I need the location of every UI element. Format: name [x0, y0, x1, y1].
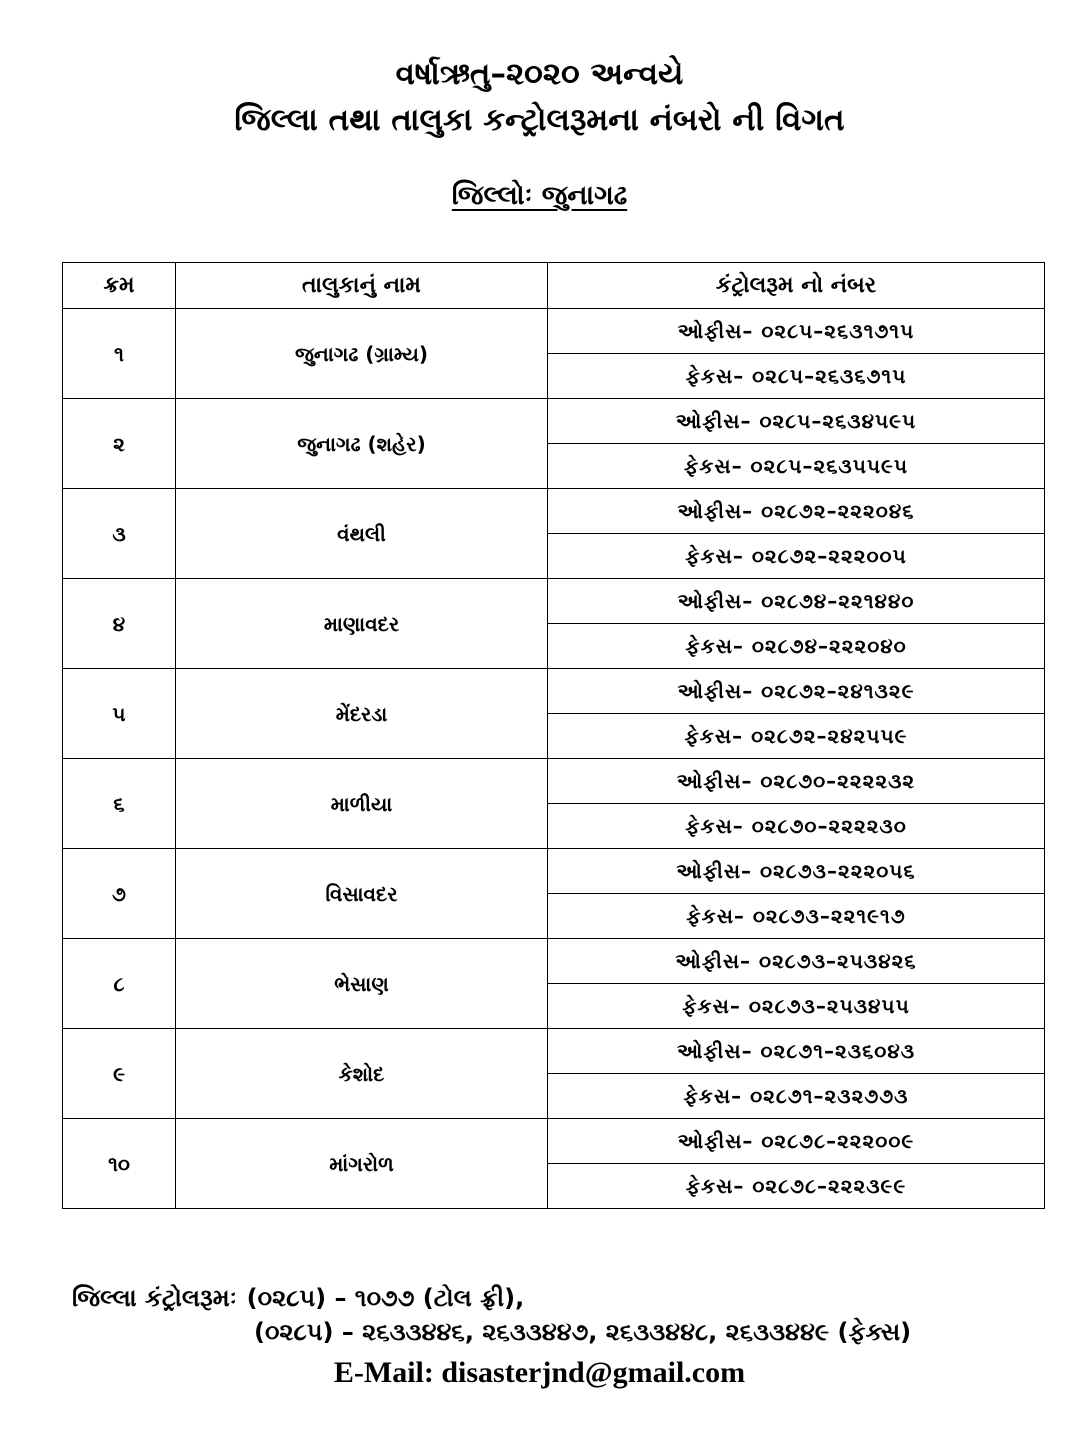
- taluka-name-cell: માણાવદર: [176, 579, 548, 669]
- serial-number-cell: ૩: [63, 489, 176, 579]
- table-header-row: [63, 263, 1045, 309]
- taluka-name-cell: જુનાગઢ (ગ્રામ્ય): [176, 309, 548, 399]
- office-number-cell: ઓફીસ– ૦૨૮૭૩–૨૫૩૪૨૬: [548, 939, 1045, 984]
- office-number-cell: ઓફીસ– ૦૨૮૫–૨૬૩૪૫૯૫: [548, 399, 1045, 444]
- table-row: [63, 759, 1045, 804]
- district-heading: [0, 180, 1079, 212]
- taluka-name-cell: ભેસાણ: [176, 939, 548, 1029]
- table-row: [63, 669, 1045, 714]
- fax-number-cell: ફેકસ– ૦૨૮૫–૨૬૩૬૭૧૫: [548, 354, 1045, 399]
- table-body: [63, 309, 1045, 1209]
- column-header-taluka: તાલુકાનું નામ: [176, 263, 548, 309]
- footer-label: જિલ્લા કંટ્રોલરૂમઃ: [72, 1284, 237, 1312]
- office-number-cell: ઓફીસ– ૦૨૮૭૨–૨૪૧૩૨૯: [548, 669, 1045, 714]
- taluka-name-cell: જુનાગઢ (શહેર): [176, 399, 548, 489]
- taluka-name-cell: મેંદરડા: [176, 669, 548, 759]
- title-line-1: વર્ષાઋતુ–૨૦૨૦ અન્વયે: [395, 56, 684, 92]
- district-label: જિલ્લોઃ જુનાગઢ: [451, 180, 628, 211]
- footer-fax-line: (૦૨૮૫) – ૨૬૩૩૪૪૬, ૨૬૩૩૪૪૭, ૨૬૩૩૪૪૮, ૨૬૩૩૪૪૯ (ફેક્સ): [254, 1318, 912, 1346]
- serial-number-cell: ૫: [63, 669, 176, 759]
- serial-number-cell: ૪: [63, 579, 176, 669]
- taluka-name-cell: માંગરોળ: [176, 1119, 548, 1209]
- table-row: [63, 849, 1045, 894]
- footer-tollfree: (૦૨૮૫) – ૧૦૭૭ (ટોલ ફ્રી),: [246, 1284, 525, 1312]
- office-number-cell: ઓફીસ– ૦૨૮૫–૨૬૩૧૭૧૫: [548, 309, 1045, 354]
- table-row: [63, 309, 1045, 354]
- taluka-name-cell: કેશોદ: [176, 1029, 548, 1119]
- title-line-2: જિલ્લા તથા તાલુકા કન્ટ્રોલરૂમના નંબરો ની વિગત: [234, 102, 845, 138]
- serial-number-cell: ૧૦: [63, 1119, 176, 1209]
- fax-number-cell: ફેકસ– ૦૨૮૭૩–૨૨૧૯૧૭: [548, 894, 1045, 939]
- taluka-name-cell: વિસાવદર: [176, 849, 548, 939]
- taluka-name-cell: માળીયા: [176, 759, 548, 849]
- serial-number-cell: ૯: [63, 1029, 176, 1119]
- serial-number-cell: ૧: [63, 309, 176, 399]
- fax-number-cell: ફેકસ– ૦૨૮૭૩–૨૫૩૪૫૫: [548, 984, 1045, 1029]
- fax-number-cell: ફેકસ– ૦૨૮૭૪–૨૨૨૦૪૦: [548, 624, 1045, 669]
- office-number-cell: ઓફીસ– ૦૨૮૭૮–૨૨૨૦૦૯: [548, 1119, 1045, 1164]
- office-number-cell: ઓફીસ– ૦૨૮૭૧–૨૩૬૦૪૩: [548, 1029, 1045, 1074]
- fax-number-cell: ફેકસ– ૦૨૮૭૧–૨૩૨૭૭૩: [548, 1074, 1045, 1119]
- table-row: [63, 939, 1045, 984]
- column-header-number: કંટ્રોલરૂમ નો નંબર: [548, 263, 1045, 309]
- fax-number-cell: ફેકસ– ૦૨૮૫–૨૬૩૫૫૯૫: [548, 444, 1045, 489]
- office-number-cell: ઓફીસ– ૦૨૮૭૦–૨૨૨૨૩૨: [548, 759, 1045, 804]
- office-number-cell: ઓફીસ– ૦૨૮૭૪–૨૨૧૪૪૦: [548, 579, 1045, 624]
- fax-number-cell: ફેકસ– ૦૨૮૭૨–૨૪૨૫૫૯: [548, 714, 1045, 759]
- table-row: [63, 579, 1045, 624]
- table-row: [63, 1029, 1045, 1074]
- column-header-serial: ક્રમ: [63, 263, 176, 309]
- table-row: [63, 399, 1045, 444]
- fax-number-cell: ફેકસ– ૦૨૮૭૦–૨૨૨૨૩૦: [548, 804, 1045, 849]
- table-row: [63, 1119, 1045, 1164]
- taluka-name-cell: વંથલી: [176, 489, 548, 579]
- serial-number-cell: ૨: [63, 399, 176, 489]
- serial-number-cell: ૬: [63, 759, 176, 849]
- footer-email[interactable]: E-Mail: disasterjnd@gmail.com: [333, 1356, 746, 1389]
- office-number-cell: ઓફીસ– ૦૨૮૭૨–૨૨૨૦૪૬: [548, 489, 1045, 534]
- table-row: [63, 489, 1045, 534]
- serial-number-cell: ૭: [63, 849, 176, 939]
- footer-tollfree-line: [72, 1284, 524, 1312]
- control-room-table: [62, 262, 1045, 1209]
- fax-number-cell: ફેકસ– ૦૨૮૭૮–૨૨૨૩૯૯: [548, 1164, 1045, 1209]
- serial-number-cell: ૮: [63, 939, 176, 1029]
- office-number-cell: ઓફીસ– ૦૨૮૭૩–૨૨૨૦૫૬: [548, 849, 1045, 894]
- fax-number-cell: ફેકસ– ૦૨૮૭૨–૨૨૨૦૦૫: [548, 534, 1045, 579]
